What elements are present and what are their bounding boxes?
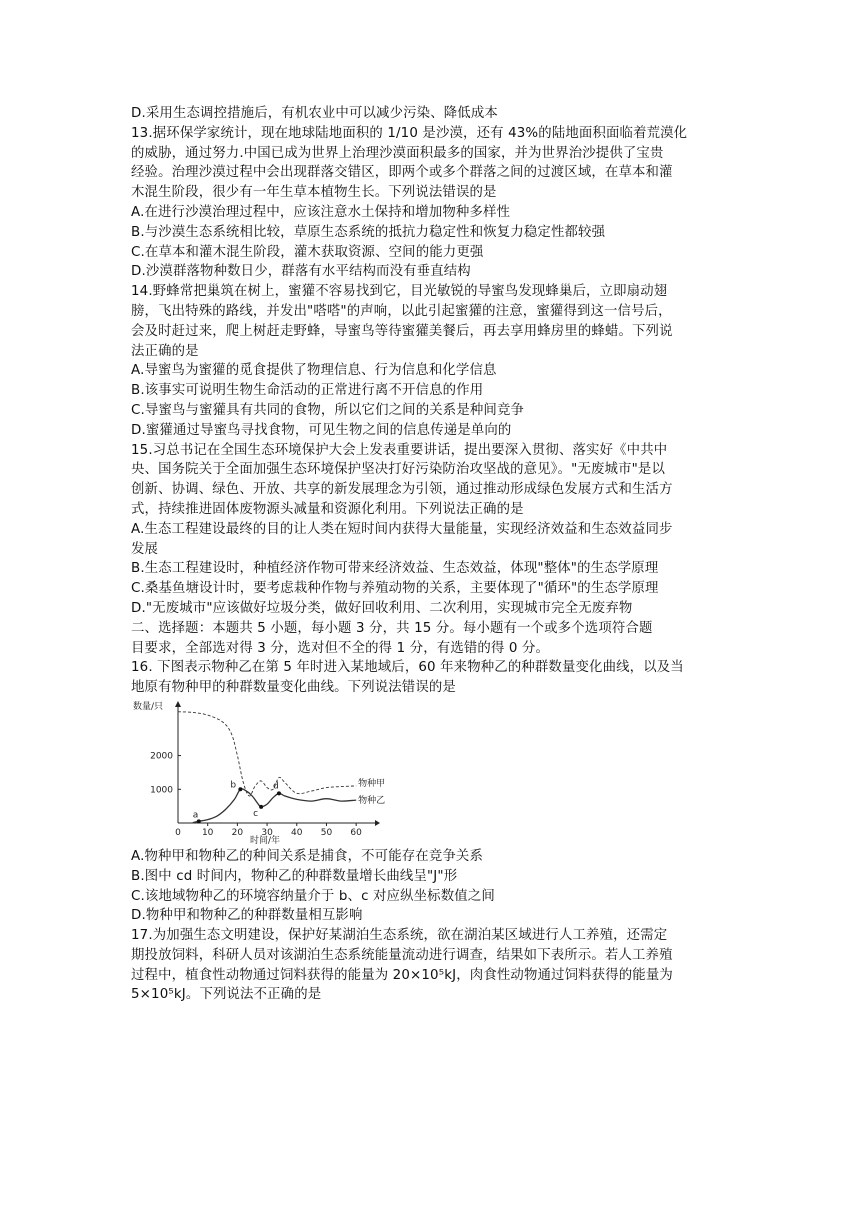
y-tick-label: 2000 (150, 751, 173, 762)
x-axis-arrow (375, 820, 380, 826)
text-line: D.采用生态调控措施后，有机农业中可以减少污染、降低成本 (131, 106, 498, 121)
data-point (259, 805, 263, 809)
x-tick-label: 0 (175, 827, 181, 838)
text-line: 经验。治理沙漠过程中会出现群落交错区，即两个或多个群落之间的过渡区域，在草本和灌 (131, 165, 673, 181)
point-label: a (192, 810, 199, 821)
x-tick-label: 20 (231, 827, 244, 838)
text-line: C.桑基鱼塘设计时，要考虑栽种作物与养殖动物的关系，主要体现了"循环"的生态学原理 (131, 581, 659, 597)
y-tick-label: 1000 (150, 785, 173, 796)
text-line: 14.野蜂常把巢筑在树上，蜜獾不容易找到它，目光敏锐的导蜜鸟发现蜂巢后，立即扇动翅 (131, 284, 668, 300)
x-axis-label: 时间/年 (250, 835, 281, 846)
text-line: A.导蜜鸟为蜜獾的觅食提供了物理信息、行为信息和化学信息 (131, 363, 497, 379)
text-line: 法正确的是 (131, 343, 199, 359)
text-line: B.该事实可说明生物生命活动的正常进行离不开信息的作用 (131, 383, 484, 399)
text-line: 式，持续推进固体废物源头减量和资源化利用。下列说法正确的是 (131, 501, 524, 517)
series-line-jia (178, 712, 356, 796)
text-line: 16. 下图表示物种乙在第 5 年时进入某地域后，60 年来物种乙的种群数量变化曲线，以及当 (131, 660, 684, 676)
text-line: A.生态工程建设最终的目的让人类在短时间内获得大量能量，实现经济效益和生态效益同步 (131, 521, 673, 537)
population-chart-svg (131, 699, 386, 846)
text-line: 创新、协调、绿色、开放、共享的新发展理念为引领，通过推动形成绿色发展方式和生活方 (131, 482, 673, 498)
series-label: 物种乙 (358, 795, 386, 806)
question-text-block (131, 104, 731, 698)
population-chart (131, 699, 386, 846)
text-line: C.导蜜鸟与蜜獾具有共同的食物，所以它们之间的关系是种间竞争 (131, 402, 525, 418)
text-line: 期投放饲料，科研人员对该湖泊生态系统能量流动进行调查，结果如下表所示。若人工养殖 (131, 947, 673, 963)
x-tick-label: 40 (291, 827, 303, 838)
y-axis-arrow (175, 701, 181, 707)
text-line: 会及时赶过来，爬上树赶走野蜂，导蜜鸟等待蜜獾美餐后，再去享用蜂房里的蜂蜡。下列说 (131, 323, 673, 339)
text-line: D.沙漠群落物种数日少，群落有水平结构而没有垂直结构 (131, 264, 471, 280)
text-line: 5×10⁵kJ。下列说法不正确的是 (131, 987, 322, 1003)
text-line: 央、国务院关于全面加强生态环境保护坚决打好污染防治攻坚战的意见》。"无废城市"是以 (131, 462, 665, 478)
x-tick-label: 30 (261, 827, 273, 838)
options-text-block (131, 847, 731, 1005)
series-label: 物种甲 (358, 778, 386, 789)
text-line: B.图中 cd 时间内，物种乙的种群数量增长曲线呈"J"形 (131, 868, 458, 884)
text-line: 地原有物种甲的种群数量变化曲线。下列说法错误的是 (131, 680, 456, 696)
text-line: C.在草本和灌木混生阶段，灌木获取资源、空间的能力更强 (131, 244, 484, 260)
data-point (238, 787, 242, 791)
text-line: B.生态工程建设时，种植经济作物可带来经济效益、生态效益，体现"整体"的生态学原理 (131, 561, 659, 577)
text-line: C.该地域物种乙的环境容纳量介于 b、c 对应纵坐标数值之间 (131, 888, 495, 904)
series-line-yi (193, 789, 356, 823)
text-line: 木混生阶段，很少有一年生草本植物生长。下列说法错误的是 (131, 185, 497, 201)
x-tick-label: 60 (350, 827, 362, 838)
point-label: b (230, 780, 237, 791)
text-line: 发展 (131, 541, 159, 557)
text-line: D.物种甲和物种乙的种群数量相互影响 (131, 908, 363, 924)
text-line: D."无废城市"应该做好垃圾分类，做好回收利用、二次利用，实现城市完全无废弃物 (131, 600, 633, 616)
x-tick-label: 10 (201, 827, 214, 838)
text-line: 过程中，植食性动物通过饲料获得的能量为 20×10⁵kJ，肉食性动物通过饲料获得的能量为 (131, 967, 673, 983)
text-line: B.与沙漠生态系统相比较，草原生态系统的抵抗力稳定性和恢复力稳定性都较强 (131, 224, 606, 240)
text-line: 15.习总书记在全国生态环境保护大会上发表重要讲话，提出要深入贯彻、落实好《中共中 (131, 442, 668, 458)
document-page (131, 104, 731, 1005)
text-line: 17.为加强生态文明建设，保护好某湖泊生态系统，欲在湖泊某区域进行人工养殖，还需定 (131, 928, 668, 944)
text-line: A.在进行沙漠治理过程中，应该注意水土保持和增加物种多样性 (131, 204, 511, 220)
x-tick-label: 50 (320, 827, 333, 838)
text-line: 膀，飞出特殊的路线，并发出"嗒嗒"的声响，以此引起蜜獾的注意，蜜獾得到这一信号后， (131, 303, 672, 319)
text-line: 的威胁，通过努力.中国已成为世界上治理沙漠面积最多的国家，并为世界治沙提供了宝贵 (131, 145, 664, 161)
text-line: D.蜜獾通过导蜜鸟寻找食物，可见生物之间的信息传递是单向的 (131, 422, 512, 438)
data-point (277, 791, 281, 795)
text-line: 13.据环保学家统计，现在地球陆地面积的 1/10 是沙漠，还有 43%的陆地面积面临着荒漠化 (131, 125, 688, 141)
text-line: A.物种甲和物种乙的种间关系是捕食，不可能存在竞争关系 (131, 848, 483, 864)
point-label: c (253, 808, 259, 819)
point-label: d (272, 781, 279, 792)
y-axis-label: 数量/只 (133, 701, 164, 712)
text-line: 二、选择题：本题共 5 小题，每小题 3 分，共 15 分。每小题有一个或多个选项符合题 (131, 620, 653, 636)
text-line: 目要求，全部选对得 3 分，选对但不全的得 1 分，有选错的得 0 分。 (131, 640, 550, 656)
